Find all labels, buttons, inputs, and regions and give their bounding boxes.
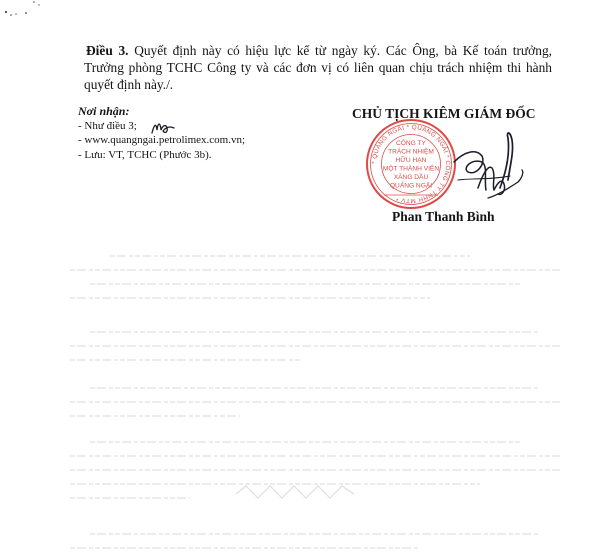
- recipients-block: [78, 104, 318, 162]
- scan-speckle-marks: [0, 0, 60, 28]
- seal-center-line: XĂNG DẦU: [393, 174, 429, 181]
- director-signature: [448, 128, 528, 212]
- signer-name: Phan Thanh Bình: [392, 209, 495, 224]
- recipient-item: - Như điều 3;: [78, 119, 137, 132]
- company-seal: [356, 117, 466, 211]
- svg-text:* QUẢNG NGÃI * QUẢNG NGÃI * CÔ: [371, 124, 451, 204]
- article-3-paragraph: [84, 42, 552, 93]
- seal-center-line: MỘT THÀNH VIÊN: [382, 165, 440, 173]
- seal-center-line: QUẢNG NGÃI: [389, 182, 433, 190]
- recipients-heading: Nơi nhận:: [78, 104, 130, 118]
- recipient-item: - www.quangngai.petrolimex.com.vn;: [78, 134, 245, 146]
- article-3-heading: Điều 3.: [86, 43, 129, 58]
- article-3-text: Quyết định này có hiệu lực kể từ ngày ký. Các Ông, bà Kế toán trưởng, Trưởng phòng TCHC Công ty và các đơn vị có liên quan chịu trách nhiệm thi hành quyết định này./.: [84, 43, 552, 92]
- seal-center-line: HỮU HẠN: [395, 157, 427, 164]
- recipient-item: - Lưu: VT, TCHC (Phước 3b).: [78, 148, 212, 161]
- seal-ring-text: * QUẢNG NGÃI * QUẢNG NGÃI * CÔNG TY TNHH MTV *: [370, 123, 452, 205]
- seal-center-line: CÔNG TY: [396, 140, 426, 147]
- signer-title: CHỦ TỊCH KIÊM GIÁM ĐỐC: [352, 106, 536, 121]
- seal-center-line: TRÁCH NHIỆM: [388, 148, 434, 156]
- show-through-from-reverse: [0, 236, 600, 559]
